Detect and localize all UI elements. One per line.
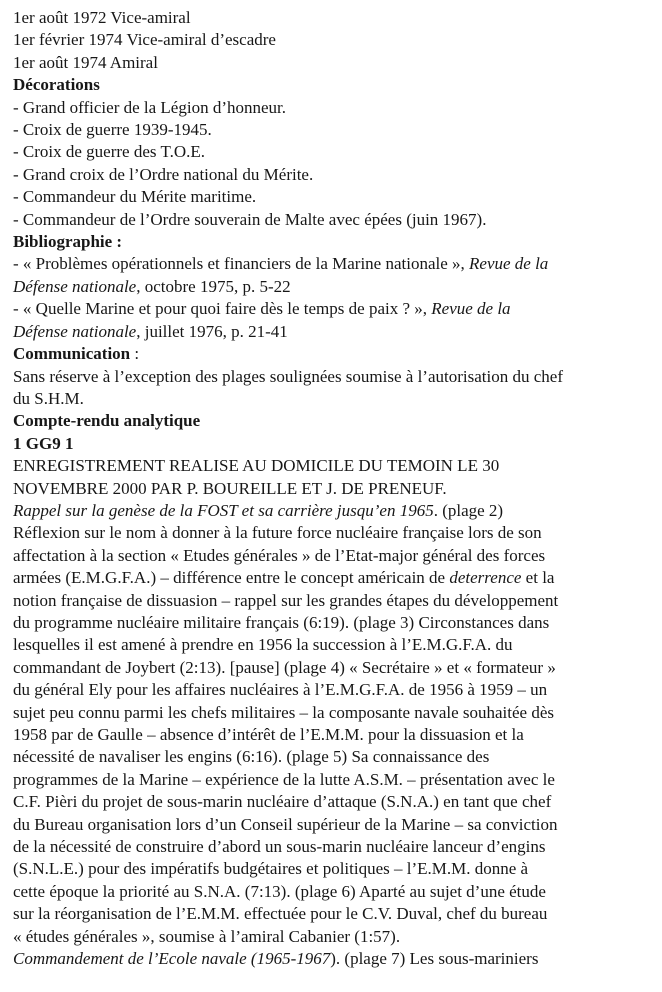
text-segment: commandant de Joybert (2:13). [pause] (plage 4) « Secrétaire » et « formateur » bbox=[13, 657, 556, 677]
text-line bbox=[13, 366, 654, 388]
list-item bbox=[13, 253, 654, 275]
text-segment: lesquelles il est amené à prendre en 1956 la succession à l’E.M.G.F.A. du bbox=[13, 635, 513, 655]
text-line bbox=[13, 7, 654, 29]
text-segment: - Croix de guerre des T.O.E. bbox=[13, 142, 205, 162]
text-segment: « études générales », soumise à l’amiral Cabanier (1:57). bbox=[13, 926, 401, 946]
text-line bbox=[13, 948, 654, 970]
text-line bbox=[13, 769, 654, 791]
text-line bbox=[13, 590, 654, 612]
section-heading bbox=[13, 74, 654, 96]
text-line bbox=[13, 814, 654, 836]
text-line bbox=[13, 791, 654, 813]
text-line bbox=[13, 746, 654, 768]
bold-text-segment: Communication bbox=[13, 344, 131, 364]
text-segment: notion française de dissuasion – rappel sur les grandes étapes du développement bbox=[13, 590, 559, 610]
text-segment: - « Problèmes opérationnels et financiers de la Marine nationale », bbox=[13, 254, 470, 274]
text-segment: - « Quelle Marine et pour quoi faire dès le temps de paix ? », bbox=[13, 299, 432, 319]
text-line bbox=[13, 836, 654, 858]
section-heading bbox=[13, 231, 654, 253]
section-heading bbox=[13, 433, 654, 455]
bold-text-segment: 1 GG9 1 bbox=[13, 433, 74, 453]
list-item bbox=[13, 119, 654, 141]
text-segment: - Grand croix de l’Ordre national du Mérite. bbox=[13, 164, 314, 184]
text-line bbox=[13, 702, 654, 724]
text-line bbox=[13, 634, 654, 656]
text-segment: Réflexion sur le nom à donner à la future force nucléaire française lors de son bbox=[13, 523, 542, 543]
text-segment: cette époque la priorité au S.N.A. (7:13). (plage 6) Aparté au sujet d’une étude bbox=[13, 881, 546, 901]
text-line bbox=[13, 276, 654, 298]
text-segment: Sans réserve à l’exception des plages soulignées soumise à l’autorisation du chef bbox=[13, 366, 563, 386]
text-segment: - Commandeur de l’Ordre souverain de Malte avec épées (juin 1967). bbox=[13, 209, 487, 229]
bold-text-segment: Compte-rendu analytique bbox=[13, 411, 201, 431]
text-segment: programmes de la Marine – expérience de la lutte A.S.M. – présentation avec le bbox=[13, 769, 555, 789]
italic-text-segment: Rappel sur la genèse de la FOST et sa carrière jusqu’en 1965 bbox=[13, 500, 434, 520]
text-segment: ENREGISTREMENT REALISE AU DOMICILE DU TEMOIN LE 30 bbox=[13, 456, 500, 476]
text-segment: NOVEMBRE 2000 PAR P. BOUREILLE ET J. DE PRENEUF. bbox=[13, 478, 447, 498]
text-segment: - Grand officier de la Légion d’honneur. bbox=[13, 97, 287, 117]
bold-text-segment: Bibliographie : bbox=[13, 232, 123, 252]
text-segment: . (plage 2) bbox=[433, 500, 504, 520]
text-segment: , octobre 1975, p. 5-22 bbox=[136, 276, 291, 296]
text-line bbox=[13, 903, 654, 925]
text-line bbox=[13, 926, 654, 948]
text-line bbox=[13, 724, 654, 746]
text-segment: 1958 par de Gaulle – absence d’intérêt de l’E.M.M. pour la dissuasion et la bbox=[13, 725, 524, 744]
italic-text-segment: Défense nationale bbox=[13, 276, 137, 296]
text-segment: du général Ely pour les affaires nucléaires à l’E.M.G.F.A. de 1956 à 1959 – un bbox=[13, 680, 548, 700]
italic-text-segment: Revue de la bbox=[431, 299, 511, 319]
text-segment: 1er août 1974 Amiral bbox=[13, 52, 158, 72]
text-segment: (S.N.L.E.) pour des impératifs budgétaires et politiques – l’E.M.M. donne à bbox=[13, 859, 529, 879]
list-item bbox=[13, 141, 654, 163]
text-segment: du S.H.M. bbox=[13, 388, 84, 408]
text-segment: : bbox=[130, 344, 140, 364]
italic-text-segment: Commandement de l’Ecole navale (1965-1967 bbox=[13, 949, 331, 969]
italic-text-segment: deterrence bbox=[449, 568, 522, 588]
bold-text-segment: Décorations bbox=[13, 75, 100, 95]
text-line bbox=[13, 612, 654, 634]
text-segment: , juillet 1976, p. 21-41 bbox=[136, 321, 288, 341]
text-segment: nécessité de navaliser les engins (6:16). (plage 5) Sa connaissance des bbox=[13, 747, 490, 767]
text-line bbox=[13, 657, 654, 679]
text-segment: C.F. Pièri du projet de sous-marin nucléaire d’attaque (S.N.A.) en tant que chef bbox=[13, 792, 552, 812]
text-segment: et la bbox=[521, 568, 555, 588]
text-segment: 1er août 1972 Vice-amiral bbox=[13, 8, 191, 27]
text-line bbox=[13, 522, 654, 544]
list-item bbox=[13, 97, 654, 119]
text-line bbox=[13, 545, 654, 567]
text-line bbox=[13, 500, 654, 522]
text-segment: du programme nucléaire militaire français (6:19). (plage 3) Circonstances dans bbox=[13, 612, 550, 632]
text-line bbox=[13, 858, 654, 880]
section-heading bbox=[13, 343, 654, 365]
text-segment: - Croix de guerre 1939-1945. bbox=[13, 120, 212, 140]
list-item bbox=[13, 186, 654, 208]
list-item bbox=[13, 298, 654, 320]
section-heading bbox=[13, 410, 654, 432]
list-item bbox=[13, 164, 654, 186]
text-segment: du Bureau organisation lors d’un Conseil supérieur de la Marine – sa conviction bbox=[13, 814, 558, 834]
text-line bbox=[13, 881, 654, 903]
text-segment: - Commandeur du Mérite maritime. bbox=[13, 187, 257, 207]
text-segment: sur la réorganisation de l’E.M.M. effectuée pour le C.V. Duval, chef du bureau bbox=[13, 904, 548, 924]
text-line bbox=[13, 567, 654, 589]
list-item bbox=[13, 209, 654, 231]
text-segment: sujet peu connu parmi les chefs militaires – la composante navale souhaitée dès bbox=[13, 702, 554, 722]
italic-text-segment: Défense nationale bbox=[13, 321, 137, 341]
text-line bbox=[13, 679, 654, 701]
text-segment: ). (plage 7) Les sous-mariniers bbox=[330, 949, 539, 969]
text-line bbox=[13, 321, 654, 343]
text-line bbox=[13, 455, 654, 477]
text-line bbox=[13, 388, 654, 410]
text-line bbox=[13, 52, 654, 74]
text-line bbox=[13, 478, 654, 500]
italic-text-segment: Revue de la bbox=[469, 254, 549, 274]
text-segment: armées (E.M.G.F.A.) – différence entre le concept américain de bbox=[13, 568, 450, 588]
text-segment: affectation à la section « Etudes générales » de l’Etat-major général des forces bbox=[13, 545, 546, 565]
text-segment: de la nécessité de construire d’abord un sous-marin nucléaire lanceur d’engins bbox=[13, 837, 546, 857]
text-segment: 1er février 1974 Vice-amiral d’escadre bbox=[13, 30, 276, 50]
text-line bbox=[13, 29, 654, 51]
